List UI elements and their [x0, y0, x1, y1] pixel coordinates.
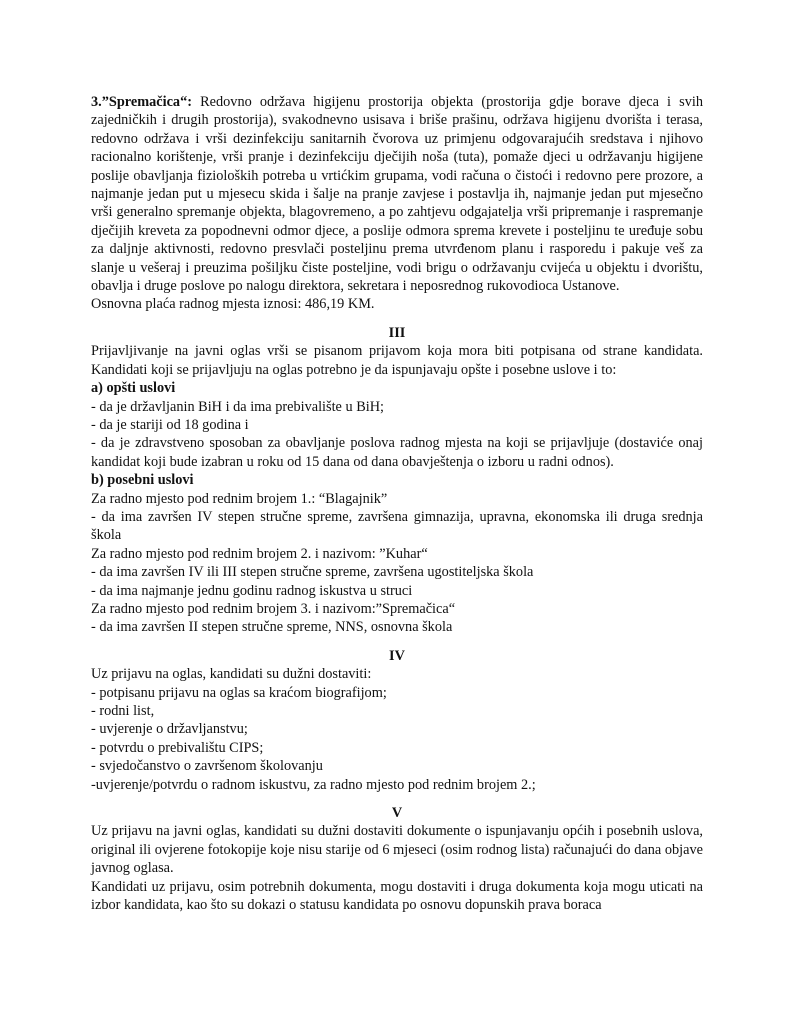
required-document-item: - potpisanu prijavu na oglas sa kraćom biografijom;	[91, 684, 387, 701]
section-3-text: Redovno održava higijenu prostorija objekta (prostorija gdje borave djeca i svih zajedničkih i drugih prostorija), svakodnevno usisava i briše prašinu, održava higijenu dvorišta i terasa, redovno održava i vrši dezinfekciju sanitarnih čvorova uz primjenu odgovarajućih sredstava i njihovo racionalno korištenje, vrši pranje i dezinfekciju dječijih noša (tuta), pomaže djeci u održavanju higijene poslije obavljanja fizioloških potreba u vrtićkim grupama, vodi računa o čistoći i redovno pere prozore, a najmanje jedan put u mjesecu skida i šalje na pranje zavjese i postavlja ih, najmanje jedan put mjesečno vrši generalno spremanje objekta, blagovremeno, a po zahtjevu odgajatelja vrši pripremanje i raspremanje dječijih kreveta za popodnevni odmor djece, a poslije odmora sprema krevete i posteljinu te uređuje sobu za daljnje aktivnosti, redovno presvlači posteljinu prema utvrđenom planu i rasporedu i pakuje veš za slanje u vešeraj i preuzima pošiljku čiste posteljine, vodi brigu o održavanju cvijeća u objektu i dvorištu, obavlja i druge poslove po nalogu direktora, sekretara i neposrednog rukovodioca Ustanove.	[91, 94, 703, 295]
section-3-label: 3.”Spremačica“:	[91, 94, 192, 110]
section-iii-intro: Prijavljivanje na javni oglas vrši se pisanom prijavom koja mora biti potpisana od strane kandidata. Kandidati koji se prijavljuju na oglas potrebno je da ispunjavaju opšte i posebne uslove i to:	[91, 343, 703, 378]
salary-line: Osnovna plaća radnog mjesta iznosi: 486,19 KM.	[91, 296, 375, 313]
special-position-2-item: - da ima najmanje jednu godinu radnog iskustva u struci	[91, 582, 413, 599]
special-conditions-title: b) posebni uslovi	[91, 472, 194, 489]
section-iii-heading: III	[388, 324, 406, 341]
special-position-3-item: - da ima završen II stepen stručne spreme, NNS, osnovna škola	[91, 619, 453, 636]
required-document-item: -uvjerenje/potvrdu o radnom iskustvu, za radno mjesto pod rednim brojem 2.;	[91, 776, 536, 793]
special-position-2-title: Za radno mjesto pod rednim brojem 2. i nazivom: ”Kuhar“	[91, 545, 428, 562]
required-document-item: - svjedočanstvo o završenom školovanju	[91, 758, 323, 775]
required-document-item: - potvrdu o prebivalištu CIPS;	[91, 739, 264, 756]
section-iv-intro: Uz prijavu na oglas, kandidati su dužni dostaviti:	[91, 666, 372, 683]
special-position-1-title: Za radno mjesto pod rednim brojem 1.: “Blagajnik”	[91, 490, 388, 507]
special-position-2-item: - da ima završen IV ili III stepen stručne spreme, završena ugostiteljska škola	[91, 564, 534, 581]
required-document-item: - rodni list,	[91, 703, 155, 719]
general-condition-item: - da je zdravstveno sposoban za obavljanje poslova radnog mjesta na koji se prijavljuje (dostaviće onaj kandidat koji bude izabran u roku od 15 dana od dana obavještenja o izboru u radni odnos).	[91, 435, 703, 470]
section-v-heading: V	[391, 805, 403, 822]
section-3-paragraph	[91, 93, 703, 295]
required-document-item: - uvjerenje o državljanstvu;	[91, 721, 248, 738]
general-conditions-title: a) opšti uslovi	[91, 380, 176, 397]
section-v-paragraph-1: Uz prijavu na javni oglas, kandidati su dužni dostaviti dokumente o ispunjavanju općih i posebnih uslova, original ili ovjerene fotokopije koje nisu starije od 6 mjeseci (osim rodnog lista) računajući do dana objave javnog oglasa.	[91, 823, 703, 877]
special-position-1-item: - da ima završen IV stepen stručne spreme, završena gimnazija, upravna, ekonomska ili druga srednja škola	[91, 508, 703, 544]
general-condition-item: - da je stariji od 18 godina i	[91, 416, 249, 433]
section-iv-heading: IV	[389, 647, 405, 664]
document-page	[91, 93, 703, 914]
section-v-paragraph-2: Kandidati uz prijavu, osim potrebnih dokumenta, mogu dostaviti i druga dokumenta koja mogu uticati na izbor kandidata, kao što su dokazi o statusu kandidata po osnovu dopunskih prava boraca	[91, 878, 703, 914]
special-position-3-title: Za radno mjesto pod rednim brojem 3. i nazivom:”Spremačica“	[91, 600, 456, 617]
general-condition-item: - da je državljanin BiH i da ima prebivalište u BiH;	[91, 398, 385, 415]
